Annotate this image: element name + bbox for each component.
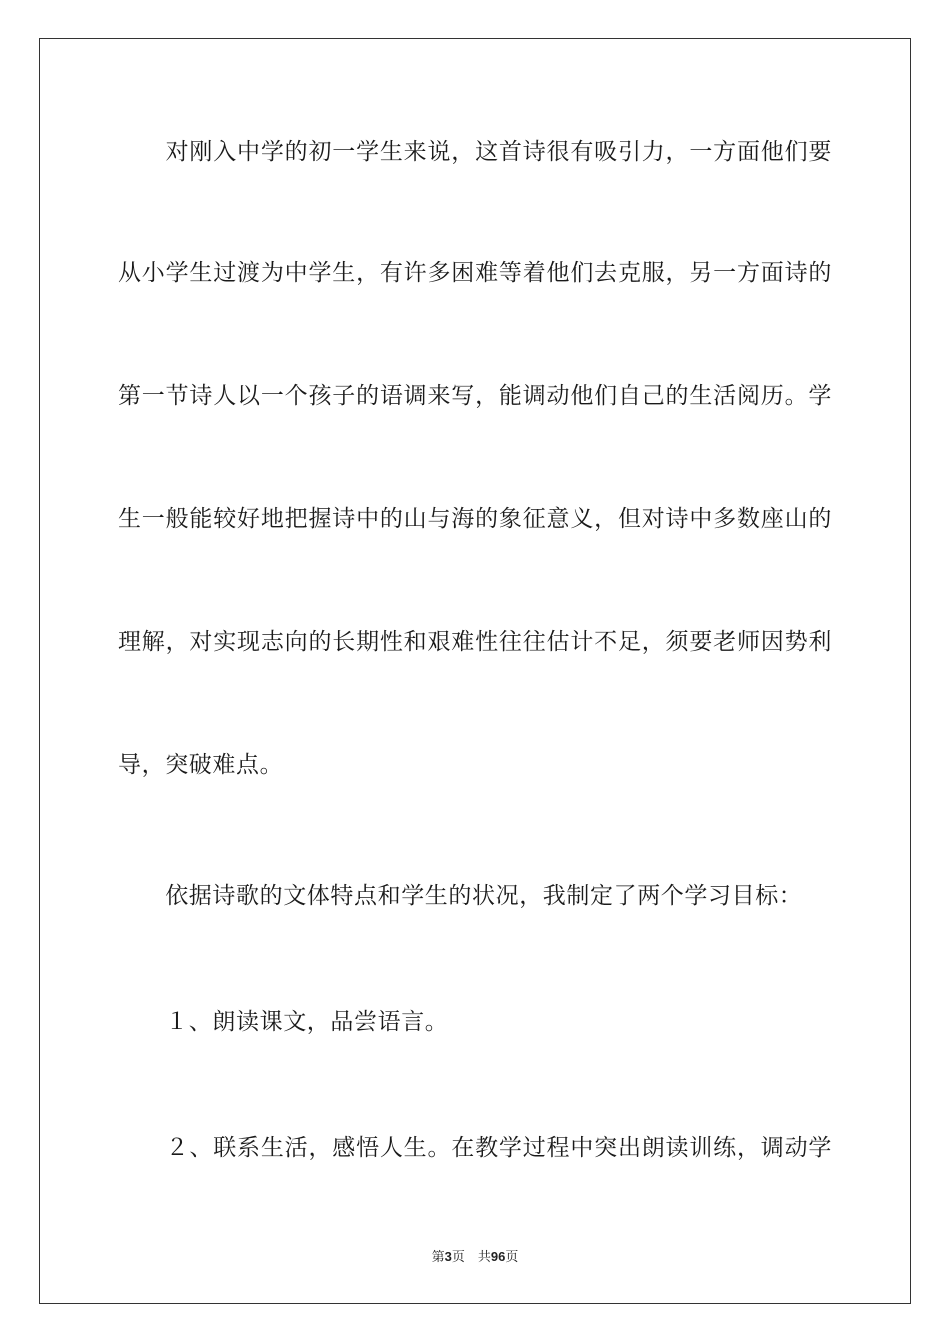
- current-page-number: 3: [444, 1249, 452, 1264]
- page-footer: [0, 1246, 950, 1265]
- footer-prefix: 第: [431, 1250, 445, 1265]
- paragraph-line: 生一般能较好地把握诗中的山与海的象征意义，但对诗中多数座山的: [118, 506, 832, 532]
- footer-mid: 页 共: [451, 1250, 491, 1265]
- list-item: ２、联系生活，感悟人生。在教学过程中突出朗读训练，调动学: [118, 1135, 832, 1161]
- list-item: １、朗读课文，品尝语言。: [118, 1009, 449, 1035]
- paragraph-line: 理解，对实现志向的长期性和艰难性往往估计不足，须要老师因势利: [118, 629, 832, 655]
- paragraph-line: 对刚入中学的初一学生来说，这首诗很有吸引力，一方面他们要: [118, 139, 832, 165]
- footer-suffix: 页: [505, 1250, 519, 1265]
- paragraph-line: 依据诗歌的文体特点和学生的状况，我制定了两个学习目标：: [118, 883, 803, 909]
- paragraph-line: 从小学生过渡为中学生，有许多困难等着他们去克服，另一方面诗的: [118, 260, 832, 286]
- paragraph-line: 第一节诗人以一个孩子的语调来写，能调动他们自己的生活阅历。学: [118, 383, 832, 409]
- total-pages-number: 96: [490, 1249, 506, 1264]
- page-frame: [39, 38, 911, 1304]
- paragraph-line: 导，突破难点。: [118, 752, 284, 778]
